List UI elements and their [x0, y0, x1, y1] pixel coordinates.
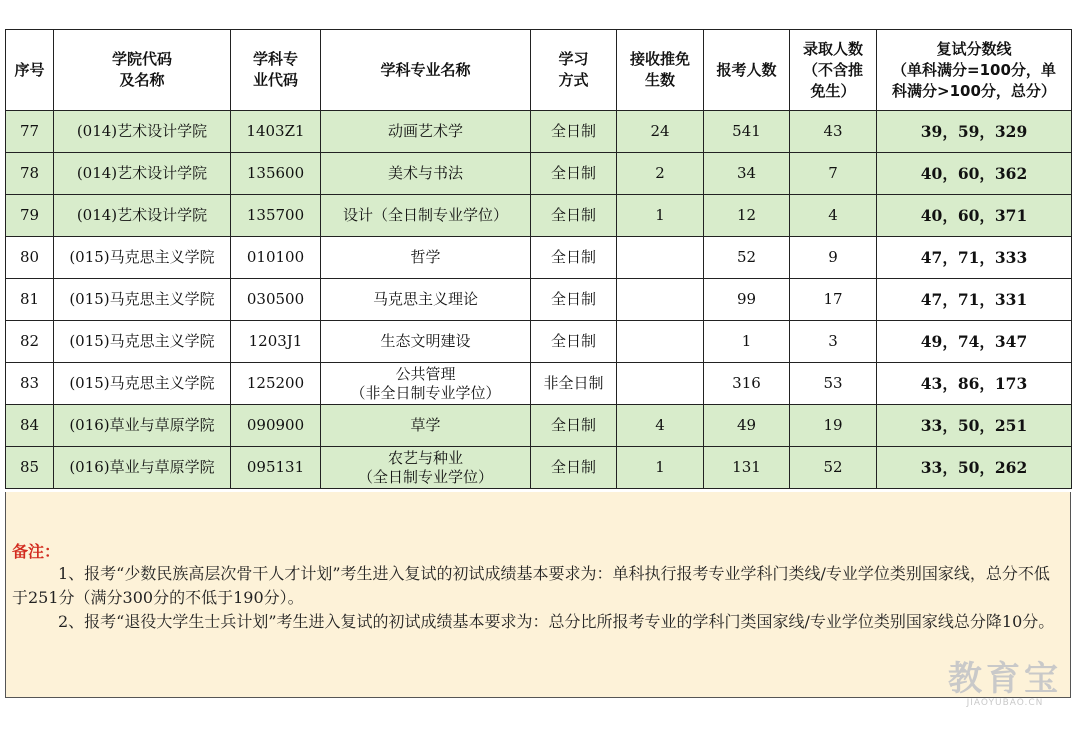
- applicant-count-cell: 99: [704, 279, 790, 321]
- recommended-count-cell: [617, 321, 704, 363]
- major-name-cell: [321, 321, 531, 363]
- admitted-count-cell: 43: [790, 111, 877, 153]
- row-number-cell: 82: [6, 321, 54, 363]
- major-code-cell: 010100: [231, 237, 321, 279]
- study-mode-cell: 非全日制: [531, 363, 617, 405]
- major-name-line: 动画艺术学: [387, 122, 463, 140]
- major-name-line: 设计（全日制专业学位）: [342, 206, 508, 224]
- column-header-line: 学科专: [252, 50, 298, 68]
- column-header: [877, 30, 1072, 111]
- table-row: [6, 279, 1072, 321]
- recommended-count-cell: 4: [617, 405, 704, 447]
- retest-score-line-cell: 40，60，362: [877, 153, 1072, 195]
- major-name-cell: [321, 363, 531, 405]
- admitted-count-cell: 17: [790, 279, 877, 321]
- admitted-count-cell: 9: [790, 237, 877, 279]
- retest-score-line-cell: 33，50，251: [877, 405, 1072, 447]
- admitted-count-cell: 4: [790, 195, 877, 237]
- column-header: [790, 30, 877, 111]
- column-header-line: 报考人数: [716, 60, 777, 79]
- applicant-count-cell: 316: [704, 363, 790, 405]
- row-number-cell: 79: [6, 195, 54, 237]
- row-number-cell: 77: [6, 111, 54, 153]
- column-header-line: 及名称: [119, 71, 165, 89]
- table-row: [6, 321, 1072, 363]
- applicant-count-cell: 34: [704, 153, 790, 195]
- college-name-cell: (015)马克思主义学院: [54, 363, 231, 405]
- watermark-subtext: JIAOYUBAO.CN: [966, 698, 1044, 708]
- major-name-line: 公共管理: [395, 364, 456, 383]
- retest-score-line-cell: 47，71，333: [877, 237, 1072, 279]
- major-name-cell: [321, 237, 531, 279]
- admitted-count-cell: 19: [790, 405, 877, 447]
- major-name-line: （非全日制专业学位）: [350, 383, 501, 402]
- study-mode-cell: 全日制: [531, 153, 617, 195]
- study-mode-cell: 全日制: [531, 111, 617, 153]
- college-name-cell: (014)艺术设计学院: [54, 153, 231, 195]
- column-header-line: （不含推: [802, 60, 863, 79]
- table-row: [6, 447, 1072, 489]
- recommended-count-cell: 24: [617, 111, 704, 153]
- major-name-line: 农艺与种业: [387, 448, 463, 467]
- college-name-cell: (014)艺术设计学院: [54, 195, 231, 237]
- watermark-logo: [948, 660, 1062, 708]
- major-code-cell: 1203J1: [231, 321, 321, 363]
- recommended-count-cell: 1: [617, 447, 704, 489]
- notes-panel: [5, 492, 1071, 698]
- column-header-line: 学习: [558, 50, 589, 68]
- study-mode-cell: 全日制: [531, 279, 617, 321]
- study-mode-cell: 全日制: [531, 195, 617, 237]
- note-item-1: 1、报考“少数民族高层次骨干人才计划”考生进入复试的初试成绩基本要求为：单科执行报考专业学科门类线/专业学位类别国家线，总分不低于251分（满分300分的不低于190分）。: [12, 564, 1050, 607]
- column-header-line: 复试分数线: [936, 39, 1012, 58]
- column-header-line: （单科满分=100分，单: [892, 60, 1056, 79]
- major-name-line: （全日制专业学位）: [357, 467, 493, 486]
- major-name-line: 马克思主义理论: [372, 290, 478, 308]
- study-mode-cell: 全日制: [531, 447, 617, 489]
- retest-score-line-cell: 43，86，173: [877, 363, 1072, 405]
- major-code-cell: 135600: [231, 153, 321, 195]
- table-body: [6, 111, 1072, 489]
- column-header: [6, 30, 54, 111]
- major-name-cell: [321, 405, 531, 447]
- retest-score-line-cell: 49，74，347: [877, 321, 1072, 363]
- retest-score-line-cell: 33，50，262: [877, 447, 1072, 489]
- recommended-count-cell: 2: [617, 153, 704, 195]
- major-name-cell: [321, 447, 531, 489]
- column-header-line: 科满分>100分，总分）: [892, 81, 1056, 100]
- major-name-line: 美术与书法: [387, 164, 463, 182]
- major-code-cell: 090900: [231, 405, 321, 447]
- recommended-count-cell: [617, 279, 704, 321]
- retest-score-line-cell: 47，71，331: [877, 279, 1072, 321]
- retest-score-line-cell: 40，60，371: [877, 195, 1072, 237]
- table-row: [6, 111, 1072, 153]
- study-mode-cell: 全日制: [531, 321, 617, 363]
- major-name-cell: [321, 111, 531, 153]
- column-header-line: 序号: [14, 60, 45, 79]
- column-header: [321, 30, 531, 111]
- column-header-line: 接收推免: [629, 50, 690, 68]
- row-number-cell: 85: [6, 447, 54, 489]
- table-row: [6, 237, 1072, 279]
- column-header: [704, 30, 790, 111]
- row-number-cell: 78: [6, 153, 54, 195]
- retest-score-line-cell: 39，59，329: [877, 111, 1072, 153]
- table-header-row: [6, 30, 1072, 111]
- column-header: [617, 30, 704, 111]
- study-mode-cell: 全日制: [531, 237, 617, 279]
- major-code-cell: 1403Z1: [231, 111, 321, 153]
- row-number-cell: 80: [6, 237, 54, 279]
- table-row: [6, 195, 1072, 237]
- column-header-line: 录取人数: [802, 39, 863, 58]
- column-header: [531, 30, 617, 111]
- column-header: [54, 30, 231, 111]
- major-code-cell: 095131: [231, 447, 321, 489]
- admitted-count-cell: 7: [790, 153, 877, 195]
- notes-title: 备注：: [12, 542, 61, 561]
- college-name-cell: (015)马克思主义学院: [54, 279, 231, 321]
- study-mode-cell: 全日制: [531, 405, 617, 447]
- admission-table-container: [5, 29, 1071, 489]
- recommended-count-cell: [617, 363, 704, 405]
- applicant-count-cell: 131: [704, 447, 790, 489]
- college-name-cell: (015)马克思主义学院: [54, 321, 231, 363]
- column-header-line: 学科专业名称: [380, 60, 471, 79]
- table-row: [6, 153, 1072, 195]
- admitted-count-cell: 3: [790, 321, 877, 363]
- applicant-count-cell: 541: [704, 111, 790, 153]
- major-name-cell: [321, 195, 531, 237]
- recommended-count-cell: [617, 237, 704, 279]
- watermark-text: 教育宝: [948, 659, 1062, 699]
- row-number-cell: 81: [6, 279, 54, 321]
- major-name-cell: [321, 279, 531, 321]
- college-name-cell: (014)艺术设计学院: [54, 111, 231, 153]
- column-header-line: 生数: [644, 71, 675, 89]
- table-row: [6, 405, 1072, 447]
- major-code-cell: 030500: [231, 279, 321, 321]
- college-name-cell: (016)草业与草原学院: [54, 447, 231, 489]
- row-number-cell: 84: [6, 405, 54, 447]
- applicant-count-cell: 49: [704, 405, 790, 447]
- major-code-cell: 125200: [231, 363, 321, 405]
- column-header-line: 学院代码: [111, 50, 172, 68]
- column-header: [231, 30, 321, 111]
- college-name-cell: (015)马克思主义学院: [54, 237, 231, 279]
- admission-score-table: [5, 29, 1072, 489]
- admitted-count-cell: 52: [790, 447, 877, 489]
- column-header-line: 方式: [558, 71, 589, 89]
- major-name-line: 哲学: [410, 248, 441, 266]
- applicant-count-cell: 12: [704, 195, 790, 237]
- table-row: [6, 363, 1072, 405]
- applicant-count-cell: 52: [704, 237, 790, 279]
- note-item-2: 2、报考“退役大学生士兵计划”考生进入复试的初试成绩基本要求为：总分比所报考专业的学科门类国家线/专业学位类别国家线总分降10分。: [58, 612, 1055, 631]
- row-number-cell: 83: [6, 363, 54, 405]
- column-header-line: 免生）: [810, 81, 856, 100]
- admitted-count-cell: 53: [790, 363, 877, 405]
- applicant-count-cell: 1: [704, 321, 790, 363]
- college-name-cell: (016)草业与草原学院: [54, 405, 231, 447]
- major-name-line: 草学: [410, 416, 441, 434]
- major-code-cell: 135700: [231, 195, 321, 237]
- column-header-line: 业代码: [252, 71, 298, 89]
- major-name-line: 生态文明建设: [380, 332, 471, 350]
- major-name-cell: [321, 153, 531, 195]
- recommended-count-cell: 1: [617, 195, 704, 237]
